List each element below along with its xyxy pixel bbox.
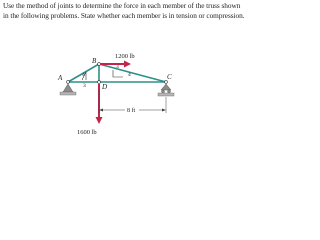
slope-indicators: [82, 70, 123, 80]
slope-triangle-right: [113, 70, 123, 77]
pin-b: [98, 63, 101, 66]
pin-d: [98, 81, 101, 84]
slope-right-rise: 4: [128, 72, 131, 78]
joint-label-a: A: [58, 74, 63, 82]
slope-left-run: 3: [83, 83, 86, 89]
dimension-arrow-right: [162, 109, 166, 112]
roller-support-c: [158, 84, 174, 96]
pin-support-a: [60, 84, 76, 95]
member-bc: [99, 64, 166, 82]
joint-label-d: D: [102, 83, 108, 91]
slope-right-run: 3: [116, 64, 119, 70]
dimension-label: 8 ft: [127, 108, 136, 114]
pin-c: [165, 81, 168, 84]
load-label-1600: 1600 lb: [77, 129, 97, 136]
joint-label-b: B: [92, 57, 97, 65]
load-label-1200: 1200 lb: [115, 53, 135, 60]
joint-label-c: C: [167, 73, 172, 81]
slope-left-rise: 4: [82, 72, 85, 78]
pin-a: [67, 81, 70, 84]
problem-instructions: Use the method of joints to determine the force in each member of the truss shown in the following problems. State whether each member is in tension or compression.: [3, 1, 245, 20]
